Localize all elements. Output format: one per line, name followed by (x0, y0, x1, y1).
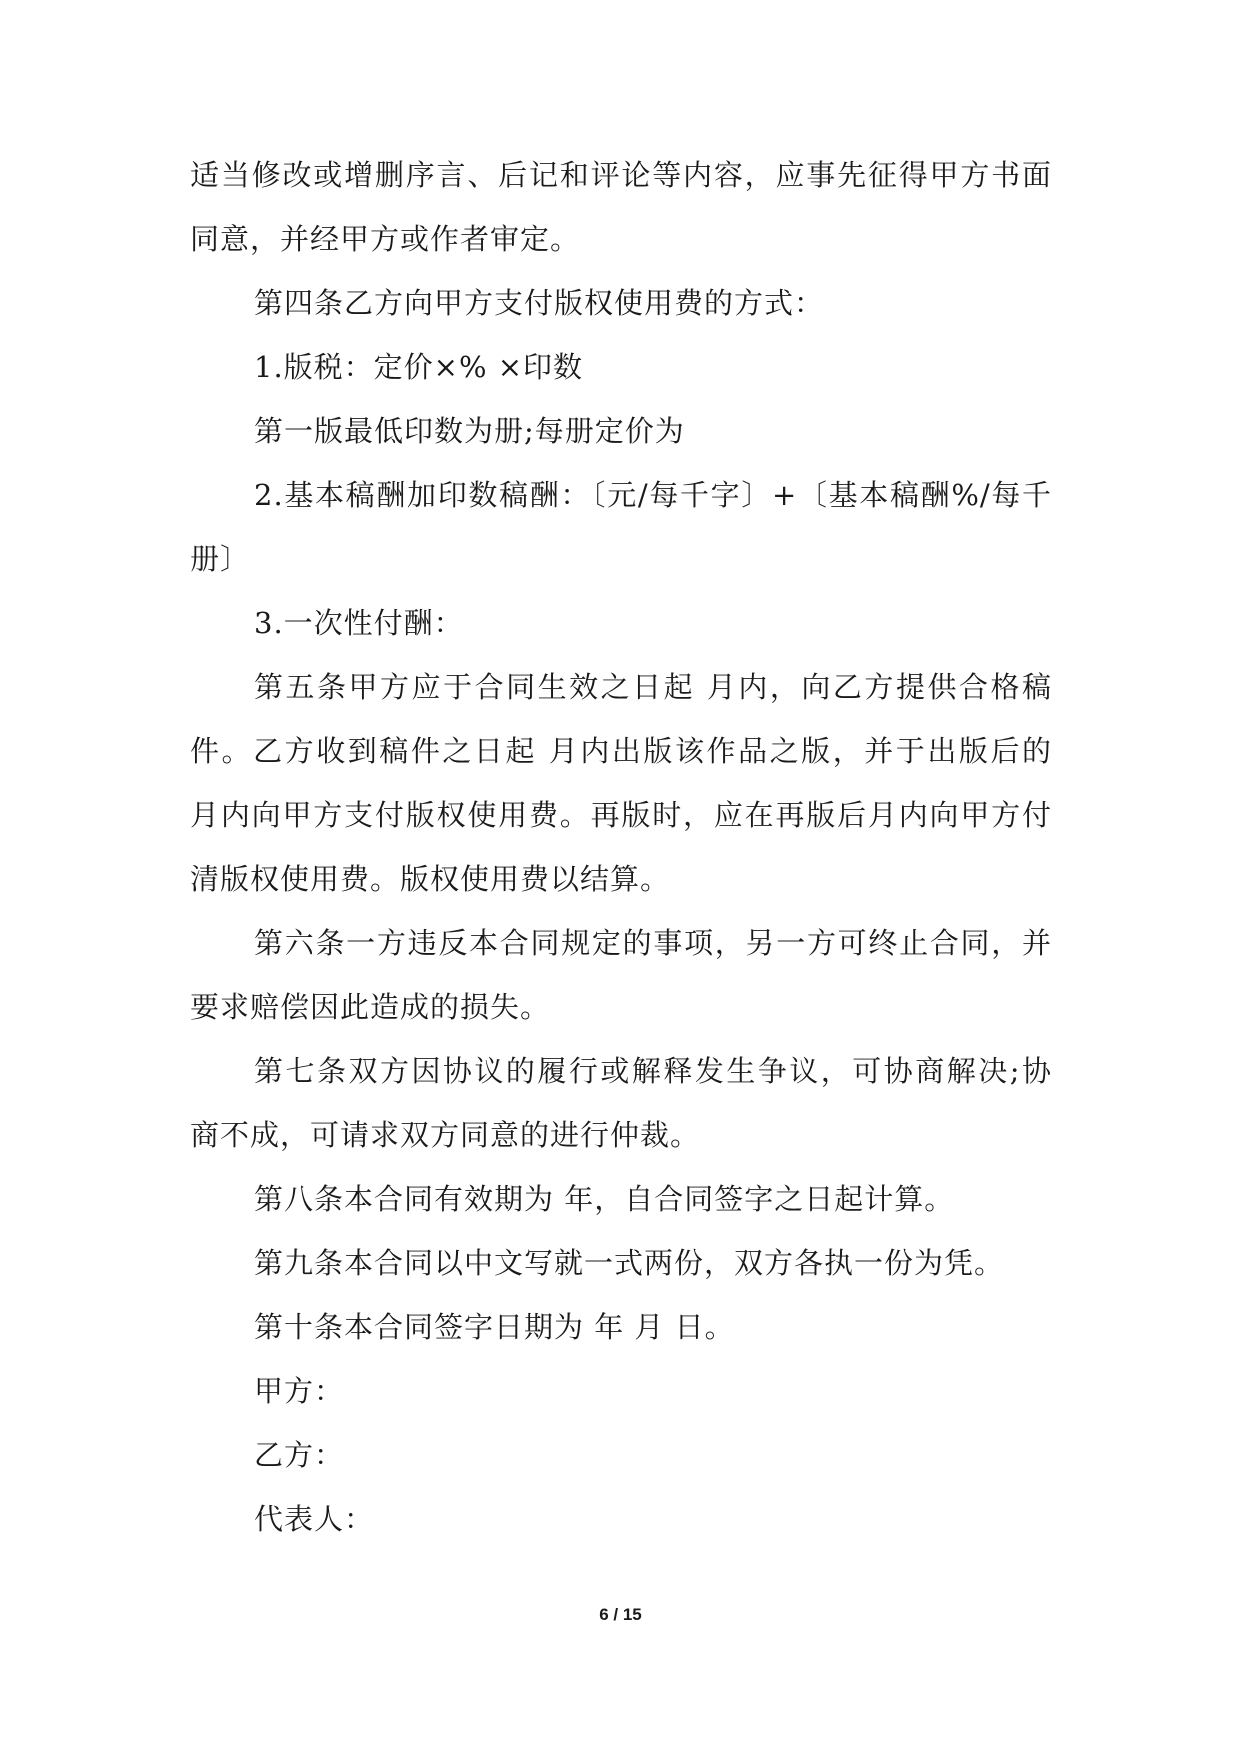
article-4-heading: 第四条乙方向甲方支付版权使用费的方式： (254, 286, 825, 320)
text-line: 适当修改或增删序言、后记和评论等内容，应事先征得甲方书面 (190, 158, 1052, 192)
text-line: 清版权使用费。版权使用费以结算。 (190, 862, 671, 896)
article-10-text: 第十条本合同签字日期为 年 月 日。 (254, 1310, 735, 1344)
text-line: 第一版最低印数为册;每册定价为 (254, 414, 685, 448)
article-5-text: 第五条甲方应于合同生效之日起 月内，向乙方提供合格稿 (254, 670, 1052, 704)
text-line: 1.版税：定价×% ×印数 (254, 350, 584, 384)
text-line: 同意，并经甲方或作者审定。 (190, 222, 581, 256)
text-line: 册〕 (190, 542, 251, 576)
text-line: 要求赔偿因此造成的损失。 (190, 990, 551, 1024)
text-line: 3.一次性付酬： (254, 606, 464, 640)
article-9-text: 第九条本合同以中文写就一式两份，双方各执一份为凭。 (254, 1246, 1005, 1280)
text-line: 2.基本稿酬加印数稿酬：〔元/每千字〕+〔基本稿酬%/每千 (254, 478, 1052, 512)
representative-label: 代表人： (254, 1502, 375, 1536)
page-number: 6 / 15 (599, 1605, 642, 1624)
article-8-text: 第八条本合同有效期为 年，自合同签字之日起计算。 (254, 1182, 955, 1216)
text-line: 件。乙方收到稿件之日起 月内出版该作品之版，并于出版后的 (190, 734, 1052, 768)
text-line: 月内向甲方支付版权使用费。再版时，应在再版后月内向甲方付 (190, 798, 1052, 832)
article-6-text: 第六条一方违反本合同规定的事项，另一方可终止合同，并 (254, 926, 1052, 960)
text-line: 商不成，可请求双方同意的进行仲裁。 (190, 1118, 701, 1152)
party-a-label: 甲方： (254, 1374, 345, 1408)
article-7-text: 第七条双方因协议的履行或解释发生争议，可协商解决;协 (254, 1054, 1052, 1088)
party-b-label: 乙方： (254, 1438, 345, 1472)
